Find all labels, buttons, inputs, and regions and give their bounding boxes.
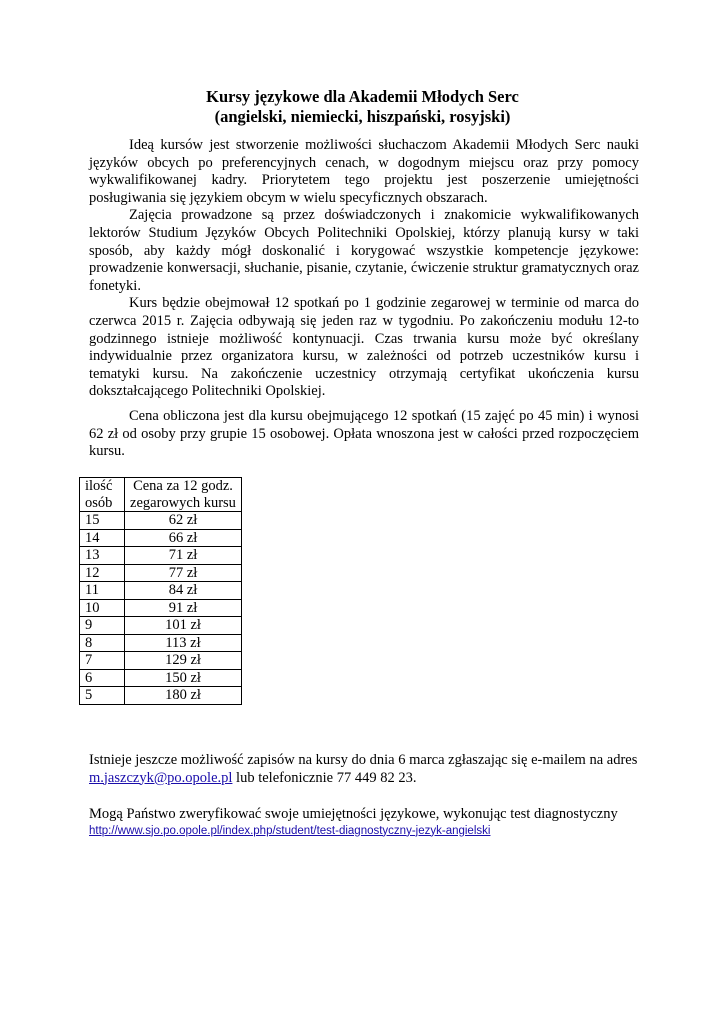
document-title — [0, 87, 725, 127]
course-price: 101 zł — [125, 617, 242, 635]
course-price: 91 zł — [125, 599, 242, 617]
title-line-1: Kursy językowe dla Akademii Młodych Serc — [206, 87, 519, 106]
price-table — [79, 477, 242, 705]
participant-count: 14 — [80, 529, 125, 547]
table-row — [80, 582, 242, 600]
participant-count: 15 — [80, 512, 125, 530]
participant-count: 5 — [80, 687, 125, 705]
paragraph-schedule: Kurs będzie obejmował 12 spotkań po 1 godzinie zegarowej w terminie od marca do czerwca 2015 r. Zajęcia odbywają się jeden raz w tygodniu. Po zakończeniu modułu 12-to godzinnego istnieje możliwość kontynuacji. Czas trwania kursu może być określany indywidualnie przez organizatora kursu, w zależności od potrzeb uczestników kursu i tematyki kursu. Na zakończenie uczestnicy otrzymają certyfikat ukończenia kursu dokształcającego Politechniki Opolskiej. — [89, 295, 639, 400]
table-row — [80, 599, 242, 617]
table-row — [80, 512, 242, 530]
email-link[interactable]: m.jaszczyk@po.opole.pl — [89, 769, 233, 786]
paragraph-price: Cena obliczona jest dla kursu obejmującego 12 spotkań (15 zajęć po 45 min) i wynosi 62 zł od osoby przy grupie 15 osobowej. Opłata wnoszona jest w całości przed rozpoczęciem kursu. — [89, 408, 639, 460]
course-price: 71 zł — [125, 547, 242, 565]
table-row — [80, 652, 242, 670]
course-price: 180 zł — [125, 687, 242, 705]
course-price: 113 zł — [125, 634, 242, 652]
paragraph-goal: Ideą kursów jest stworzenie możliwości słuchaczom Akademii Młodych Serc nauki języków obcych po preferencyjnych cenach, w dogodnym miejscu oraz przy pomocy wykwalifikowanej kadry. Priorytetem tego projektu jest poszerzenie umiejętności posługiwania się językiem obcym w wielu specyficznych obszarach. — [89, 137, 639, 206]
participant-count: 8 — [80, 634, 125, 652]
participant-count: 10 — [80, 599, 125, 617]
enrollment-info — [89, 752, 649, 787]
test-url-link[interactable]: http://www.sjo.po.opole.pl/index.php/student/test-diagnostyczny-jezyk-angielski — [89, 824, 491, 837]
table-row — [80, 634, 242, 652]
course-price: 129 zł — [125, 652, 242, 670]
participant-count: 13 — [80, 547, 125, 565]
phone-text: lub telefonicznie 77 449 82 23. — [232, 769, 417, 786]
table-row — [80, 687, 242, 705]
table-row — [80, 564, 242, 582]
title-line-2: (angielski, niemiecki, hiszpański, rosyjski) — [214, 107, 511, 126]
header-price: Cena za 12 godz. zegarowych kursu — [125, 478, 242, 512]
test-text: Mogą Państwo zweryfikować swoje umiejętności językowe, wykonując test diagnostyczny — [89, 806, 618, 822]
course-price: 150 zł — [125, 669, 242, 687]
price-table-header — [80, 478, 242, 512]
participant-count: 9 — [80, 617, 125, 635]
participant-count: 6 — [80, 669, 125, 687]
diagnostic-test-info — [89, 806, 649, 839]
header-count: ilość osób — [80, 478, 125, 512]
table-row — [80, 547, 242, 565]
course-price: 77 zł — [125, 564, 242, 582]
course-price: 84 zł — [125, 582, 242, 600]
participant-count: 12 — [80, 564, 125, 582]
intro-paragraphs — [89, 137, 639, 401]
participant-count: 11 — [80, 582, 125, 600]
enrollment-text: Istnieje jeszcze możliwość zapisów na kursy do dnia 6 marca zgłaszając się e-mailem na adres — [89, 752, 638, 768]
paragraph-teachers: Zajęcia prowadzone są przez doświadczonych i znakomicie wykwalifikowanych lektorów Studium Języków Obcych Politechniki Opolskiej, którzy planują kursy w taki sposób, aby każdy mógł doskonalić i korygować wszystkie kompetencje językowe: prowadzenie konwersacji, słuchanie, pisanie, czytanie, ćwiczenie struktur gramatycznych oraz fonetyki. — [89, 207, 639, 294]
table-row — [80, 617, 242, 635]
table-row — [80, 529, 242, 547]
course-price: 62 zł — [125, 512, 242, 530]
table-row — [80, 669, 242, 687]
price-paragraph-block — [89, 408, 639, 461]
course-price: 66 zł — [125, 529, 242, 547]
participant-count: 7 — [80, 652, 125, 670]
